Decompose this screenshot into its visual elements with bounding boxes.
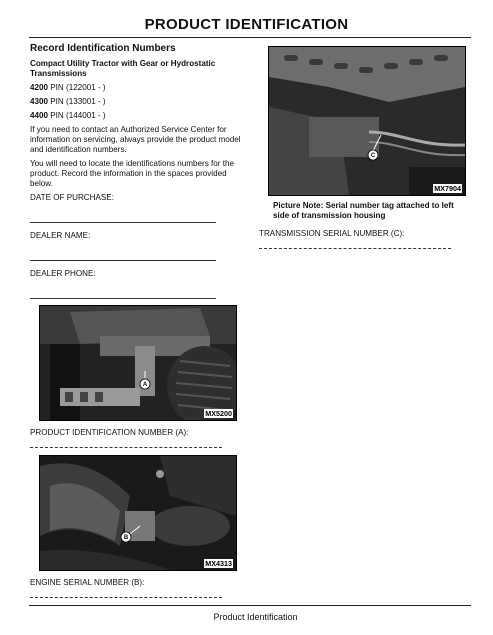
right-column (259, 44, 471, 249)
callout-b: B (123, 535, 129, 542)
callout-c: C (370, 153, 376, 160)
pin-range: PIN (122001 - ) (48, 83, 106, 92)
dealer-name-line[interactable] (30, 260, 216, 261)
transmission-figure (268, 46, 466, 196)
tractor-subheading: Compact Utility Tractor with Gear or Hydrostatic Transmissions (30, 59, 216, 78)
page-footer: Product Identification (213, 612, 298, 622)
dealer-phone-label: DEALER PHONE: (30, 269, 96, 278)
tractor-frame-photo (40, 306, 236, 420)
figure-code-mx5200: MX5200 (205, 409, 232, 418)
engine-photo (40, 456, 236, 570)
product-id-label: PRODUCT IDENTIFICATION NUMBER (A): (30, 428, 189, 437)
pin-model: 4300 (30, 97, 49, 106)
pin-range: PIN (133001 - ) (48, 97, 106, 106)
pin-model: 4200 (30, 83, 49, 92)
dealer-phone-line[interactable] (30, 298, 216, 299)
date-of-purchase-line[interactable] (30, 222, 216, 223)
transmission-photo (269, 47, 465, 195)
product-id-figure (39, 305, 237, 421)
callout-a: A (142, 382, 148, 389)
transmission-serial-label: TRANSMISSION SERIAL NUMBER (C): (259, 229, 405, 238)
date-of-purchase-label: DATE OF PURCHASE: (30, 193, 114, 202)
dealer-name-label: DEALER NAME: (30, 231, 91, 240)
title-rule (29, 37, 471, 38)
product-id-line[interactable] (30, 447, 222, 448)
transmission-serial-line[interactable] (259, 248, 451, 249)
engine-serial-line[interactable] (30, 597, 222, 598)
service-paragraph: If you need to contact an Authorized Service Center for information on servicing, always provide the product model and identification numbers. (30, 125, 241, 154)
picture-note: Picture Note: Serial number tag attached to left side of transmission housing (273, 201, 454, 220)
engine-serial-label: ENGINE SERIAL NUMBER (B): (30, 578, 145, 587)
pin-model: 4400 (30, 111, 49, 120)
footer-rule (29, 605, 471, 606)
figure-code-mx7904: MX7904 (434, 184, 461, 193)
pin-4300 (30, 97, 248, 107)
locate-paragraph: You will need to locate the identifications numbers for the product. Record the information in the spaces provided below. (30, 159, 234, 188)
page-title: PRODUCT IDENTIFICATION (144, 16, 349, 33)
figure-code-mx4313: MX4313 (205, 559, 232, 568)
pin-4400 (30, 111, 248, 121)
left-column (30, 44, 248, 598)
pin-range: PIN (144001 - ) (48, 111, 106, 120)
engine-serial-figure (39, 455, 237, 571)
pin-4200 (30, 83, 248, 93)
section-heading: Record Identification Numbers (30, 43, 176, 54)
